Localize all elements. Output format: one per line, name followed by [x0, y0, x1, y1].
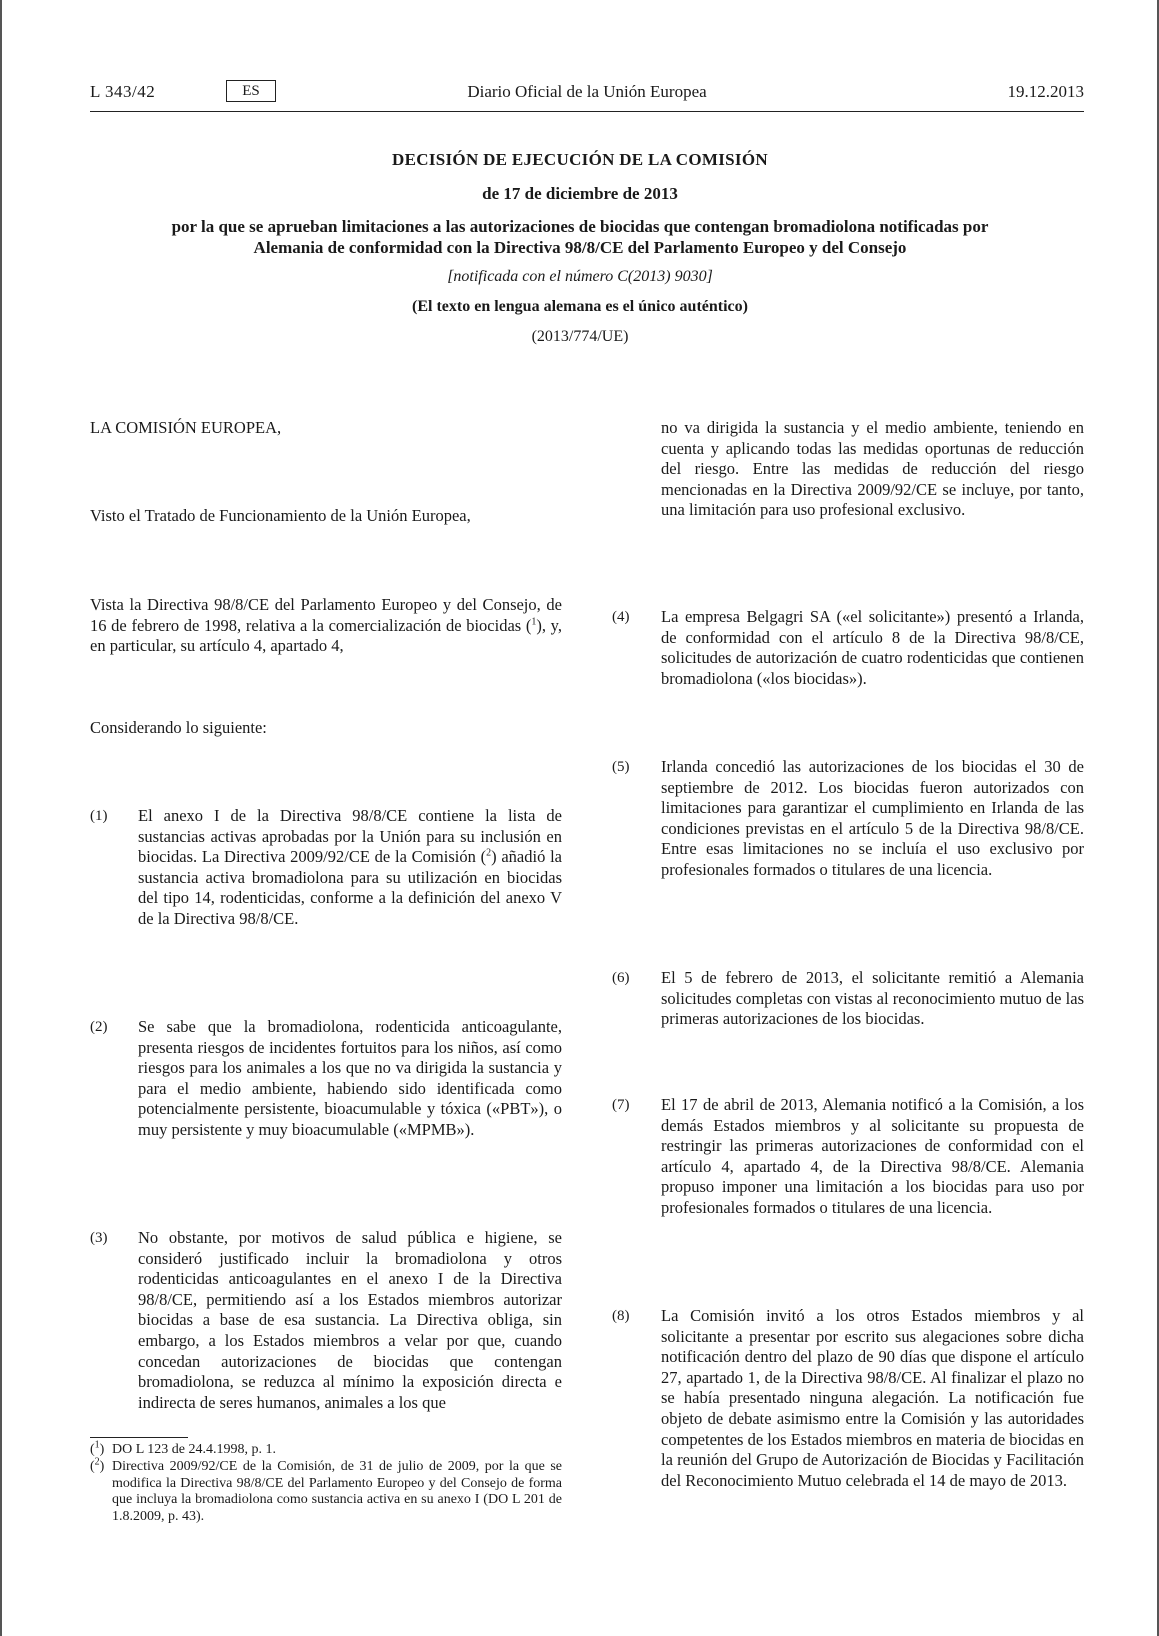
- footnote-ref-2: 2: [486, 847, 492, 859]
- recital-text: El 5 de febrero de 2013, el solicitante remitió a Alemania solicitudes completas con vistas al reconocimiento mutuo de las primeras autorizaciones de los biocidas.: [661, 968, 1084, 1029]
- title-block: [150, 150, 1010, 346]
- footnote-2: [90, 1456, 562, 1529]
- document-date: de 17 de diciembre de 2013: [482, 184, 678, 203]
- recital-number: (2): [90, 1019, 108, 1035]
- journal-name: Diario Oficial de la Unión Europea: [467, 82, 707, 101]
- document-title: DECISIÓN DE EJECUCIÓN DE LA COMISIÓN: [392, 150, 768, 169]
- recital-6: [612, 968, 1084, 1038]
- recital-text: El anexo I de la Directiva 98/8/CE contiene la lista de sustancias activas aprobadas por la Unión para su inclusión en biocidas. La Directiva 2009/92/CE de la Comisión ($^2$) añadió la sustancia activa bromadiolona para su utilización en biocidas del tipo 14, rodenticidas, conforme a la definición del anexo V de la Directiva 98/8/CE.: [138, 806, 562, 928]
- recital-4: [612, 607, 1084, 697]
- footnote-1: [90, 1439, 562, 1460]
- recital-text: La Comisión invitó a los otros Estados miembros y al solicitante a presentar por escrito sus alegaciones sobre dicha notificación dentro del plazo de 90 días que dispone el artículo 27, apartado 1, de la Directiva 98/8/CE. Al finalizar el plazo no se había presentado ninguna alegación. La notificación fue objeto de debate asimismo entre la Comisión y las autoridades competentes de los Estados miembros en materia de biocidas en la reunión del Grupo de Autorización de Biocidas y Facilitación del Reconocimiento Mutuo celebrada el 14 de mayo de 2013.: [661, 1306, 1084, 1490]
- recital-number: (8): [612, 1308, 630, 1324]
- recital-text: Se sabe que la bromadiolona, rodenticida anticoagulante, presenta riesgos de incidentes fortuitos para los niños, así como riesgos para los animales a los que no va dirigida la sustancia y para el medio ambiente, habiendo sido identificada como potencialmente persistente, bioacumulable y tóxica («PBT»), o muy persistente y muy bioacumulable («MPMB»).: [138, 1017, 562, 1139]
- page-edge-left: [0, 0, 2, 1636]
- journal-header: [90, 82, 1084, 108]
- footnote-text: Directiva 2009/92/CE de la Comisión, de 31 de julio de 2009, por la que se modifica la Directiva 98/8/CE del Parlamento Europeo y del Consejo de forma que incluya la bromadiolona como sustancia activa en su anexo I (DO L 201 de 1.8.2009, p. 43).: [112, 1459, 562, 1524]
- recital-3-continuation: no va dirigida la sustancia y el medio ambiente, teniendo en cuenta y aplicando todas las medidas oportunas de reducción del riesgo. Entre las medidas de reducción del riesgo mencionadas en la Directiva 2009/92/CE se incluye, por tanto, una limitación para uso profesional exclusivo.: [661, 418, 1084, 520]
- footnote-ref-1: 1: [531, 616, 537, 628]
- footnote-text: DO L 123 de 24.4.1998, p. 1.: [112, 1442, 276, 1457]
- publication-date: 19.12.2013: [1007, 82, 1084, 101]
- header-divider: [90, 111, 1084, 112]
- commission-line: LA COMISIÓN EUROPEA,: [90, 418, 282, 437]
- treaty-citation: Visto el Tratado de Funcionamiento de la Unión Europea,: [90, 506, 471, 525]
- recital-text: Irlanda concedió las autorizaciones de los biocidas el 30 de septiembre de 2012. Los biocidas fueron autorizados con limitaciones para garantizar el cumplimiento en Irlanda de las condiciones previstas en el artículo 5 de la Directiva 98/8/CE. Entre esas limitaciones no se incluía el uso exclusivo por profesionales formados o titulares de una licencia.: [661, 757, 1084, 879]
- recital-7: [612, 1095, 1084, 1245]
- directive-citation: Vista la Directiva 98/8/CE del Parlamento Europeo y del Consejo, de 16 de febrero de 1998, relativa a la comercialización de biocidas ($^1$), y, en particular, su artículo 4, apartado 4,: [90, 595, 562, 656]
- recital-number: (6): [612, 970, 630, 986]
- recital-number: (1): [90, 808, 108, 824]
- footnote-divider: [90, 1437, 188, 1438]
- footnote-number: ($^2$): [90, 1456, 105, 1474]
- authentic-language-note: (El texto en lengua alemana es el único auténtico): [412, 298, 748, 315]
- oj-reference: L 343/42: [90, 82, 156, 101]
- footnote-number: ($^1$): [90, 1439, 105, 1457]
- decision-number: (2013/774/UE): [531, 328, 629, 345]
- recital-number: (5): [612, 759, 630, 775]
- recital-number: (7): [612, 1097, 630, 1113]
- recital-5: [612, 757, 1084, 907]
- language-badge: ES: [226, 80, 276, 102]
- recital-number: (3): [90, 1230, 108, 1246]
- recital-number: (4): [612, 609, 630, 625]
- recital-text: La empresa Belgagri SA («el solicitante») presentó a Irlanda, de conformidad con el artículo 8 de la Directiva 98/8/CE, solicitudes de autorización de cuatro rodenticidas que contienen bromadiolona («los biocidas»).: [661, 607, 1084, 688]
- recital-1: [90, 806, 562, 956]
- notification-number: [notificada con el número C(2013) 9030]: [447, 268, 713, 285]
- recital-text: El 17 de abril de 2013, Alemania notificó a la Comisión, a los demás Estados miembros y al solicitante su propuesta de restringir las primeras autorizaciones de conformidad con el artículo 4, apartado 4, de la Directiva 98/8/CE. Alemania propuso imponer una limitación a los biocidas para uso por profesionales formados o titulares de una licencia.: [661, 1095, 1084, 1217]
- document-subject: por la que se aprueban limitaciones a las autorizaciones de biocidas que contengan bromadiolona notificadas por Alemania de conformidad con la Directiva 98/8/CE del Parlamento Europeo y del Consejo: [171, 217, 989, 257]
- recital-3: [90, 1228, 562, 1428]
- recital-text: No obstante, por motivos de salud pública e higiene, se consideró justificado incluir la bromadiolona y otros rodenticidas anticoagulantes en el anexo I de la Directiva 98/8/CE, permitiendo así a los Estados miembros autorizar biocidas a base de esa sustancia. La Directiva obliga, sin embargo, a los Estados miembros a velar por que, cuando concedan autorizaciones de biocidas que contengan bromadiolona, se reduzca al mínimo la exposición directa e indirecta de seres humanos, animales a los que: [138, 1228, 562, 1412]
- whereas-heading: Considerando lo siguiente:: [90, 718, 267, 737]
- recital-8: [612, 1306, 1084, 1536]
- recital-2: [90, 1017, 562, 1167]
